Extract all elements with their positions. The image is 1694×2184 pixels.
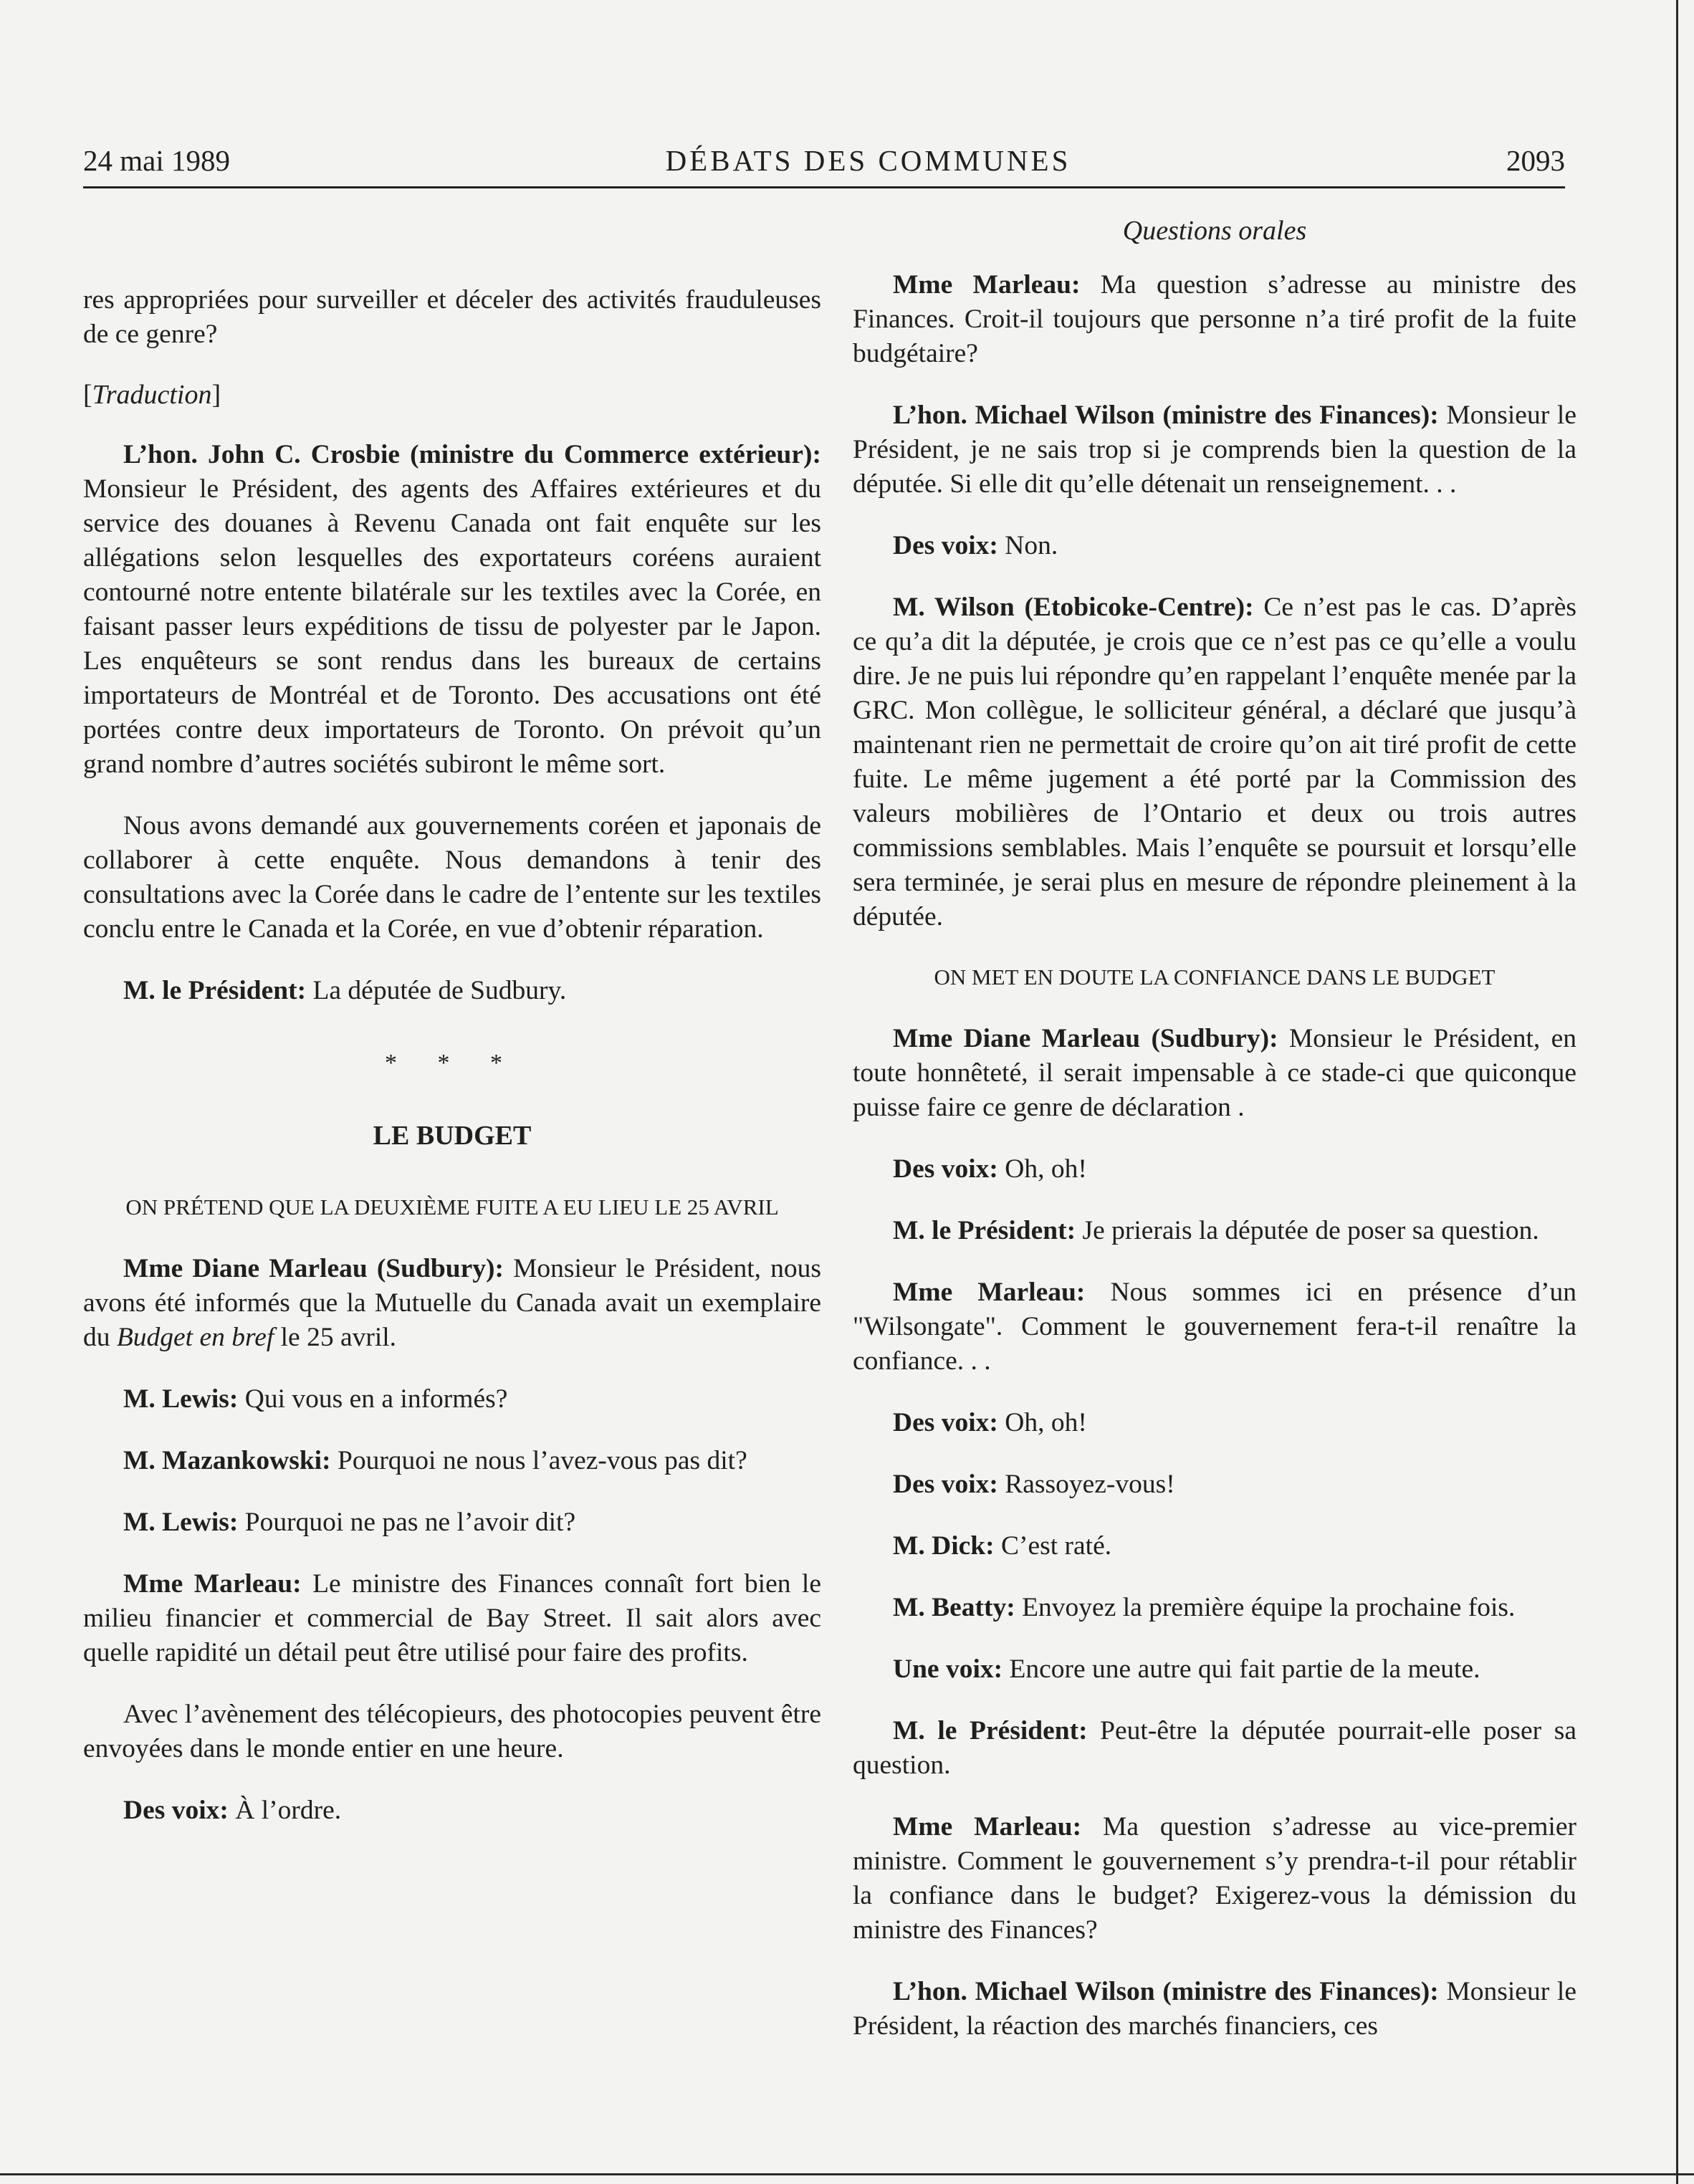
speaker: Des voix:	[893, 1408, 998, 1437]
speaker: Mme Marleau:	[893, 1812, 1082, 1841]
speaker: L’hon. John C. Crosbie (ministre du Commerce extérieur):	[123, 440, 821, 469]
paragraph: Mme Marleau: Ma question s’adresse au vice-premier ministre. Comment le gouvernement s’y prendra-t-il pour rétablir la confiance dans le budget? Exigerez-vous la démission du ministre des Finances?	[853, 1812, 1576, 1945]
paragraph: M. Beatty: Envoyez la première équipe la prochaine fois.	[893, 1593, 1516, 1622]
paragraph: Des voix: Non.	[893, 531, 1058, 560]
subheading: ON MET EN DOUTE LA CONFIANCE DANS LE BUDGET	[934, 964, 1496, 990]
speaker: M. Lewis:	[123, 1508, 239, 1537]
speaker: M. Mazankowski:	[123, 1446, 331, 1475]
speaker: Mme Marleau:	[893, 270, 1081, 300]
paragraph: M. Dick: C’est raté.	[893, 1531, 1112, 1561]
speaker: M. Beatty:	[893, 1593, 1015, 1622]
traduction-note: [Traduction]	[83, 380, 221, 410]
speaker: M. Dick:	[893, 1531, 995, 1561]
paragraph: Nous avons demandé aux gouvernements coréen et japonais de collaborer à cette enquête. Nous demandons à tenir des consultations avec la Corée dans le cadre de l’entente sur les textiles conclu entre le Canada et la Corée, en vue d’obtenir réparation.	[83, 811, 821, 944]
paragraph: L’hon. John C. Crosbie (ministre du Commerce extérieur): Monsieur le Président, des agents des Affaires extérieures et du service des douanes à Revenu Canada ont fait enquête sur les allégations selon lesquelles des exportateurs coréens auraient contourné notre entente bilatérale sur les textiles avec la Corée, en faisant passer leurs expéditions de tissu de polyester par le Japon. Les enquêteurs se sont rendus dans les bureaux de certains importateurs de Montréal et de Toronto. Des accusations ont été portées contre deux importateurs de Toronto. On prévoit qu’un grand nombre d’autres sociétés subiront le même sort.	[83, 440, 821, 779]
paragraph: Mme Diane Marleau (Sudbury): Monsieur le Président, nous avons été informés que la Mutuelle du Canada avait un exemplaire du Budget en bref le 25 avril.	[83, 1254, 821, 1352]
paragraph: Des voix: À l’ordre.	[123, 1796, 342, 1825]
page-edge-right	[1676, 0, 1678, 2184]
speaker: Des voix:	[123, 1796, 229, 1825]
speaker: Une voix:	[893, 1654, 1003, 1684]
paragraph: M. Lewis: Qui vous en a informés?	[123, 1384, 508, 1414]
paragraph: L’hon. Michael Wilson (ministre des Finances): Monsieur le Président, je ne sais trop si je comprends bien la question de la députée. Si elle dit qu’elle détenait un renseignement. . .	[853, 401, 1576, 499]
speaker: Mme Marleau:	[893, 1278, 1086, 1307]
left-column	[83, 283, 821, 1855]
paragraph: Mme Diane Marleau (Sudbury): Monsieur le Président, en toute honnêteté, il serait impensable à ce stade-ci que quiconque puisse faire ce genre de déclaration .	[853, 1024, 1576, 1122]
speaker: L’hon. Michael Wilson (ministre des Finances):	[893, 1977, 1439, 2006]
paragraph: Des voix: Oh, oh!	[893, 1408, 1087, 1437]
speaker: M. le Président:	[893, 1716, 1088, 1745]
speaker: Mme Diane Marleau (Sudbury):	[123, 1254, 504, 1283]
running-head: Questions orales	[1122, 216, 1307, 246]
paragraph: Des voix: Rassoyez-vous!	[893, 1470, 1175, 1499]
header-page-number: 2093	[1506, 144, 1565, 177]
page-edge-bottom	[0, 2173, 1694, 2175]
right-column	[853, 215, 1576, 2071]
speaker: M. Wilson (Etobicoke-Centre):	[893, 593, 1254, 622]
paragraph: M. Mazankowski: Pourquoi ne nous l’avez-vous pas dit?	[123, 1446, 747, 1475]
speaker: Des voix:	[893, 1470, 998, 1499]
speaker: Mme Diane Marleau (Sudbury):	[893, 1024, 1278, 1053]
paragraph: Avec l’avènement des télécopieurs, des photocopies peuvent être envoyées dans le monde entier en une heure.	[83, 1700, 821, 1763]
speaker: M. le Président:	[893, 1216, 1076, 1245]
paragraph: res appropriées pour surveiller et déceler des activités frauduleuses de ce genre?	[83, 285, 821, 349]
speaker: L’hon. Michael Wilson (ministre des Finances):	[893, 401, 1439, 430]
paragraph: M. Lewis: Pourquoi ne pas ne l’avoir dit?	[123, 1508, 576, 1537]
section-separator: * * *	[385, 1050, 520, 1076]
paragraph: Mme Marleau: Ma question s’adresse au ministre des Finances. Croit-il toujours que personne n’a tiré profit de la fuite budgétaire?	[853, 270, 1576, 368]
speaker: Mme Marleau:	[123, 1569, 302, 1599]
header-title: DÉBATS DES COMMUNES	[665, 144, 1071, 177]
speaker: M. Lewis:	[123, 1384, 239, 1414]
subheading: ON PRÉTEND QUE LA DEUXIÈME FUITE A EU LIEU LE 25 AVRIL	[125, 1194, 779, 1220]
paragraph: M. Wilson (Etobicoke-Centre): Ce n’est pas le cas. D’après ce qu’a dit la députée, je crois que ce n’est pas ce qu’elle a voulu dire. Je ne puis lui répondre qu’en rappelant l’enquête menée par la GRC. Mon collègue, le solliciteur général, a déclaré que jusqu’à maintenant rien ne permettait de croire qu’on ait tiré profit de cette fuite. Le même jugement a été porté par la Commission des valeurs mobilières de l’Ontario et deux ou trois autres commissions semblables. Mais l’enquête se poursuit et lorsqu’elle sera terminée, je serai plus en mesure de répondre pleinement à la députée.	[853, 593, 1576, 931]
paragraph: Des voix: Oh, oh!	[893, 1154, 1087, 1184]
speaker: Des voix:	[893, 1154, 998, 1184]
section-heading: LE BUDGET	[373, 1121, 532, 1151]
paragraph: L’hon. Michael Wilson (ministre des Finances): Monsieur le Président, la réaction des marchés financiers, ces	[853, 1977, 1576, 2041]
page-header	[83, 143, 1565, 188]
speaker: M. le Président:	[123, 976, 307, 1005]
header-date: 24 mai 1989	[83, 144, 230, 177]
paragraph: M. le Président: Peut-être la députée pourrait-elle poser sa question.	[853, 1716, 1576, 1780]
paragraph: M. le Président: La députée de Sudbury.	[123, 976, 567, 1005]
paragraph: Mme Marleau: Le ministre des Finances connaît fort bien le milieu financier et commercial de Bay Street. Il sait alors avec quelle rapidité un détail peut être utilisé pour faire des profits.	[83, 1569, 821, 1667]
paragraph: M. le Président: Je prierais la députée de poser sa question.	[893, 1216, 1539, 1245]
paragraph: Mme Marleau: Nous sommes ici en présence d’un "Wilsongate". Comment le gouvernement fera-t-il renaître la confiance. . .	[853, 1278, 1576, 1376]
speaker: Des voix:	[893, 531, 998, 560]
paragraph: Une voix: Encore une autre qui fait partie de la meute.	[893, 1654, 1480, 1684]
